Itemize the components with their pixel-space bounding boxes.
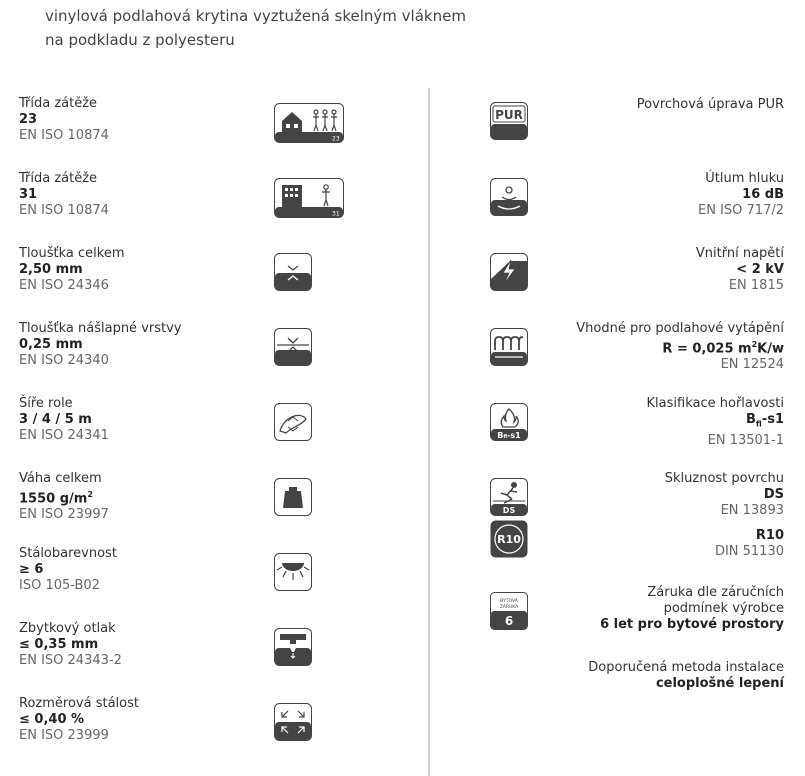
spec-standard: ISO 105-B02 bbox=[19, 578, 100, 593]
svg-text:Bfl-s1: Bfl-s1 bbox=[497, 431, 521, 440]
spec-standard: EN 12524 bbox=[720, 357, 784, 373]
spec-weight bbox=[19, 471, 259, 523]
light-fastness-icon bbox=[274, 553, 312, 591]
load-class-23-icon bbox=[274, 103, 344, 143]
spec-label: Třída zátěže bbox=[19, 96, 98, 111]
svg-text:ZÁRUKA: ZÁRUKA bbox=[499, 605, 519, 610]
spec-standard: EN 13501-1 bbox=[707, 432, 784, 448]
pur-icon bbox=[490, 102, 528, 140]
spec-value: 1550 $g/m^2$ bbox=[19, 490, 93, 507]
spec-value: 2,50 mm bbox=[19, 262, 83, 277]
spec-value: $B_{fl}-s1$ bbox=[745, 412, 784, 429]
spec-r10 bbox=[524, 528, 784, 560]
fire-class-icon bbox=[490, 403, 528, 441]
spec-value: 6 let pro bytové prostory bbox=[600, 617, 784, 632]
spec-standard: EN ISO 23999 bbox=[19, 728, 109, 743]
spec-label: Tloušťka celkem bbox=[19, 246, 125, 261]
spec-standard: EN ISO 23997 bbox=[19, 507, 109, 523]
icon-text: 23 bbox=[332, 135, 340, 143]
icon-text: 31 bbox=[332, 210, 340, 218]
spec-light-fastness bbox=[19, 546, 259, 594]
load-class-31-icon bbox=[274, 178, 344, 218]
spec-value: R10 bbox=[755, 528, 784, 543]
residual-indentation-icon bbox=[274, 628, 312, 666]
spec-label: Klasifikace hořlavosti bbox=[646, 396, 784, 411]
spec-residual-indentation bbox=[19, 621, 259, 669]
warranty-icon bbox=[490, 592, 528, 630]
spec-standard: EN ISO 24340 bbox=[19, 353, 109, 368]
dimensional-stability-icon bbox=[274, 703, 312, 741]
spec-label: Doporučená metoda instalace bbox=[588, 660, 784, 675]
spec-label: Vnitřní napětí bbox=[695, 246, 784, 261]
svg-text:R10: R10 bbox=[497, 533, 521, 546]
spec-value: < 2 kV bbox=[736, 262, 784, 277]
spec-pur-coating bbox=[524, 97, 784, 113]
r10-icon bbox=[490, 520, 528, 558]
spec-warranty bbox=[524, 585, 784, 633]
spec-label-line-2: podmínek výrobce bbox=[663, 601, 784, 616]
spec-roll-width bbox=[19, 396, 259, 444]
spec-slip-resistance bbox=[524, 471, 784, 519]
spec-load-class-31 bbox=[19, 171, 259, 219]
spec-label: Povrchová úprava PUR bbox=[636, 97, 784, 112]
intro-line-1: vinylová podlahová krytina vyztužená skelným vláknem bbox=[45, 7, 466, 25]
spec-value: ≤ 0,40 % bbox=[19, 712, 85, 727]
underfloor-heating-icon bbox=[490, 328, 528, 366]
spec-total-thickness bbox=[19, 246, 259, 294]
svg-text:PUR: PUR bbox=[495, 108, 523, 122]
weight-icon bbox=[274, 478, 312, 516]
spec-standard: EN ISO 24341 bbox=[19, 428, 109, 443]
spec-value: DS bbox=[763, 487, 784, 502]
spec-standard: EN ISO 10874 bbox=[19, 203, 109, 218]
sound-reduction-icon bbox=[490, 178, 528, 216]
column-divider bbox=[428, 88, 430, 776]
spec-underfloor-heating bbox=[524, 321, 784, 373]
spec-sound-reduction bbox=[524, 171, 784, 219]
spec-standard: EN 13893 bbox=[720, 503, 784, 518]
roll-width-icon bbox=[274, 403, 312, 441]
spec-standard: EN 1815 bbox=[728, 278, 784, 293]
intro-text bbox=[45, 4, 466, 52]
spec-label: Třída zátěže bbox=[19, 171, 98, 186]
spec-installation-method bbox=[524, 660, 784, 692]
wear-layer-icon bbox=[274, 328, 312, 366]
total-thickness-icon bbox=[274, 253, 312, 291]
intro-line-2: na podkladu z polyesteru bbox=[45, 31, 235, 49]
slip-resistance-icon bbox=[490, 478, 528, 516]
electrostatic-icon bbox=[490, 253, 528, 291]
spec-standard: EN ISO 24343-2 bbox=[19, 653, 122, 668]
spec-value: 16 dB bbox=[742, 187, 784, 202]
spec-label: Šíře role bbox=[19, 396, 73, 411]
spec-label: Stálobarevnost bbox=[19, 546, 117, 561]
spec-standard: EN ISO 10874 bbox=[19, 128, 109, 143]
spec-value: R = 0,025 $m^2K/w$ bbox=[662, 340, 784, 357]
spec-label: Útlum hluku bbox=[705, 171, 784, 186]
svg-text:DS: DS bbox=[502, 506, 516, 515]
spec-value: 23 bbox=[19, 112, 38, 127]
spec-label: Tloušťka nášlapné vrstvy bbox=[19, 321, 182, 336]
spec-label: Rozměrová stálost bbox=[19, 696, 139, 711]
spec-label: Vhodné pro podlahové vytápění bbox=[576, 321, 784, 336]
spec-load-class-23 bbox=[19, 96, 259, 144]
spec-label: Váha celkem bbox=[19, 471, 102, 486]
spec-fire-class bbox=[524, 396, 784, 449]
spec-value: ≥ 6 bbox=[19, 562, 44, 577]
spec-value: 31 bbox=[19, 187, 38, 202]
svg-text:6: 6 bbox=[504, 614, 514, 628]
spec-electrostatic bbox=[524, 246, 784, 294]
spec-standard: DIN 51130 bbox=[714, 544, 784, 559]
spec-dimensional-stability bbox=[19, 696, 259, 744]
spec-value: ≤ 0,35 mm bbox=[19, 637, 99, 652]
spec-value: 0,25 mm bbox=[19, 337, 83, 352]
spec-value: celoplošné lepení bbox=[655, 676, 784, 691]
spec-value: 3 / 4 / 5 m bbox=[19, 412, 92, 427]
spec-label-line-1: Záruka dle záručních bbox=[647, 585, 784, 600]
svg-text:BYTOVÁ: BYTOVÁ bbox=[500, 599, 518, 604]
spec-label: Skluznost povrchu bbox=[664, 471, 784, 486]
spec-standard: EN ISO 717/2 bbox=[698, 203, 784, 218]
spec-label: Zbytkový otlak bbox=[19, 621, 116, 636]
spec-standard: EN ISO 24346 bbox=[19, 278, 109, 293]
spec-wear-layer bbox=[19, 321, 259, 369]
